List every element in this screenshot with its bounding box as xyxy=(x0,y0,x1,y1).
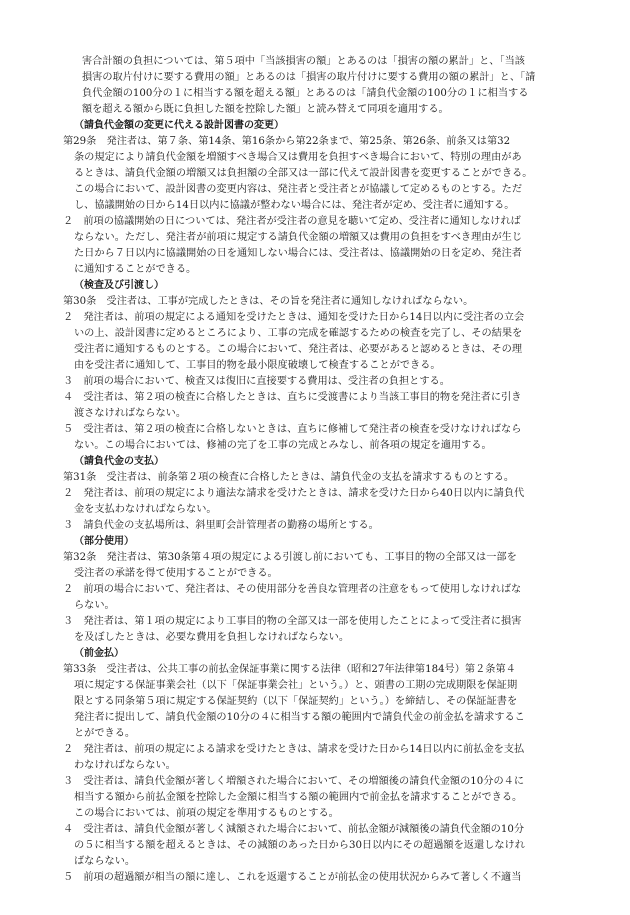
section-heading: （請負代金の支払） xyxy=(74,456,164,467)
text-line: らない。 xyxy=(74,600,115,611)
item-line: ３ 前項の場合において、検査又は復旧に直接要する費用は、受注者の負担とする。 xyxy=(63,376,450,387)
text-line: この場合において、設計図書の変更内容は、発注者と受注者とが協議して定めるものとする。ただ xyxy=(74,184,523,195)
item-line: ３ 発注者は、第１項の規定により工事目的物の全部又は一部を使用したことによって受注者に損害 xyxy=(63,616,522,627)
text-line: 限とする同条第５項に規定する保証契約（以下「保証契約」という。）を締結し、その保証証書を xyxy=(74,696,518,707)
text-line: 発注者に提出して、請負代金額の10分の４に相当する額の範囲内で請負代金の前金払を請求するこ xyxy=(74,712,525,723)
item-line: ５ 受注者は、第２項の検査に合格しないときは、直ちに修補して発注者の検査を受けなければなら xyxy=(63,424,522,435)
text-line: 金を支払わなければならない。 xyxy=(74,504,217,515)
section-heading: （前金払） xyxy=(74,648,124,659)
text-line: 受注者の承諾を得て使用することができる。 xyxy=(74,568,278,579)
text-line: 額を超える額から既に負担した額を控除した額」と読み替えて同項を適用する。 xyxy=(82,104,449,115)
item-line: ２ 前項の場合において、発注者は、その使用部分を善良な管理者の注意をもって使用しなければな xyxy=(63,584,522,595)
item-line: ２ 発注者は、前項の規定による通知を受けたときは、通知を受けた日から14日以内に受注者の立会 xyxy=(63,312,525,323)
article-line: 第30条 受注者は、工事が完成したときは、その旨を発注者に通知しなければならない。 xyxy=(63,296,474,307)
text-line: に通知することができる。 xyxy=(74,264,197,275)
text-line: とができる。 xyxy=(74,728,136,739)
text-line: ない。この場合においては、修補の完了を工事の完成とみなし、前各項の規定を適用する。 xyxy=(74,440,492,451)
item-line: ４ 受注者は、第２項の検査に合格したときは、直ちに受渡書により当該工事目的物を発注者に引き xyxy=(63,392,522,403)
item-line: ２ 前項の協議開始の日については、発注者が受注者の意見を聴いて定め、受注者に通知しなければ xyxy=(63,216,521,227)
item-line: ３ 受注者は、請負代金額が著しく増額された場合において、その増額後の請負代金額の10分の４に xyxy=(63,776,525,787)
article-line: 第29条 発注者は、第７条、第14条、第16条から第22条まで、第25条、第26条、前条又は第32 xyxy=(63,136,511,147)
text-line: 損害の取片付けに要する費用の額」とあるのは「損害の取片付けに要する費用の額の累計」と、「請 xyxy=(82,72,536,83)
section-heading: （部分使用） xyxy=(74,536,134,547)
text-line: の５に相当する額を超えるときは、その減額のあった日から30日以内にその超過額を返還しなけれ xyxy=(74,840,525,851)
text-line: いの上、設計図書に定めるところにより、工事の完成を確認するための検査を完了し、その結果を xyxy=(74,328,523,339)
section-heading: （請負代金額の変更に代える設計図書の変更） xyxy=(74,120,284,131)
text-line: を及ぼしたときは、必要な費用を負担しなければならない。 xyxy=(74,632,350,643)
item-line: ４ 受注者は、請負代金額が著しく減額された場合において、前払金額が減額後の請負代金額の10分 xyxy=(63,824,525,835)
text-line: 相当する額から前払金額を控除した金額に相当する額の範囲内で前金払を請求することができる。 xyxy=(74,792,523,803)
text-line: わなければならない。 xyxy=(74,760,176,771)
text-line: 渡さなければならない。 xyxy=(74,408,187,419)
text-line: 負代金額の100分の１に相当する額を超える額」とあるのは「請負代金額の100分の１に相当する xyxy=(82,88,529,99)
text-line: 条の規定により請負代金額を増額すべき場合又は費用を負担すべき場合において、特別の理由があ xyxy=(74,152,522,163)
text-line: し、協議開始の日から14日以内に協議が整わない場合には、発注者が定め、受注者に通知する。 xyxy=(74,200,515,211)
text-line: るときは、請負代金額の増額又は負担額の全部又は一部に代えて設計図書を変更することができる。 xyxy=(74,168,533,179)
item-line: ５ 前項の超過額が相当の額に達し、これを返還することが前払金の使用状況からみて著しく不適当 xyxy=(63,872,522,883)
text-line: この場合においては、前項の規定を準用するものとする。 xyxy=(74,808,339,819)
article-line: 第33条 受注者は、公共工事の前払金保証事業に関する法律（昭和27年法律第184号）第２条第４ xyxy=(63,664,516,675)
item-line: ３ 請負代金の支払場所は、斜里町会計管理者の勤務の場所とする。 xyxy=(63,520,379,531)
article-line: 第32条 発注者は、第30条第４項の規定による引渡し前においても、工事目的物の全部又は一部を xyxy=(63,552,517,563)
section-heading: （検査及び引渡し） xyxy=(74,280,164,291)
text-line: 項に規定する保証事業会社（以下「保証事業会社」という。）と、頭書の工期の完成期限を保証期 xyxy=(74,680,518,691)
text-line: 害合計額の負担については、第５項中「当該損害の額」とあるのは「損害の額の累計」と、「当該 xyxy=(82,56,525,67)
text-line: ばならない。 xyxy=(74,856,136,867)
item-line: ２ 発注者は、前項の規定により適法な請求を受けたときは、請求を受けた日から40日以内に請負代 xyxy=(63,488,525,499)
text-line: 由を受注者に通知して、工事目的物を最小限度破壊して検査することができる。 xyxy=(74,360,441,371)
text-line: た日から７日以内に協議開始の日を通知しない場合には、受注者は、協議開始の日を定め、発注者 xyxy=(74,248,522,259)
text-line: 受注者に通知するものとする。この場合において、発注者は、必要があると認めるときは、その理 xyxy=(74,344,523,355)
text-line: ならない。ただし、発注者が前項に規定する請負代金額の増額又は費用の負担をすべき理由が生じ xyxy=(74,232,523,243)
article-line: 第31条 受注者は、前条第２項の検査に合格したときは、請負代金の支払を請求するものとする。 xyxy=(63,472,515,483)
item-line: ２ 発注者は、前項の規定による請求を受けたときは、請求を受けた日から14日以内に前払金を支払 xyxy=(63,744,525,755)
